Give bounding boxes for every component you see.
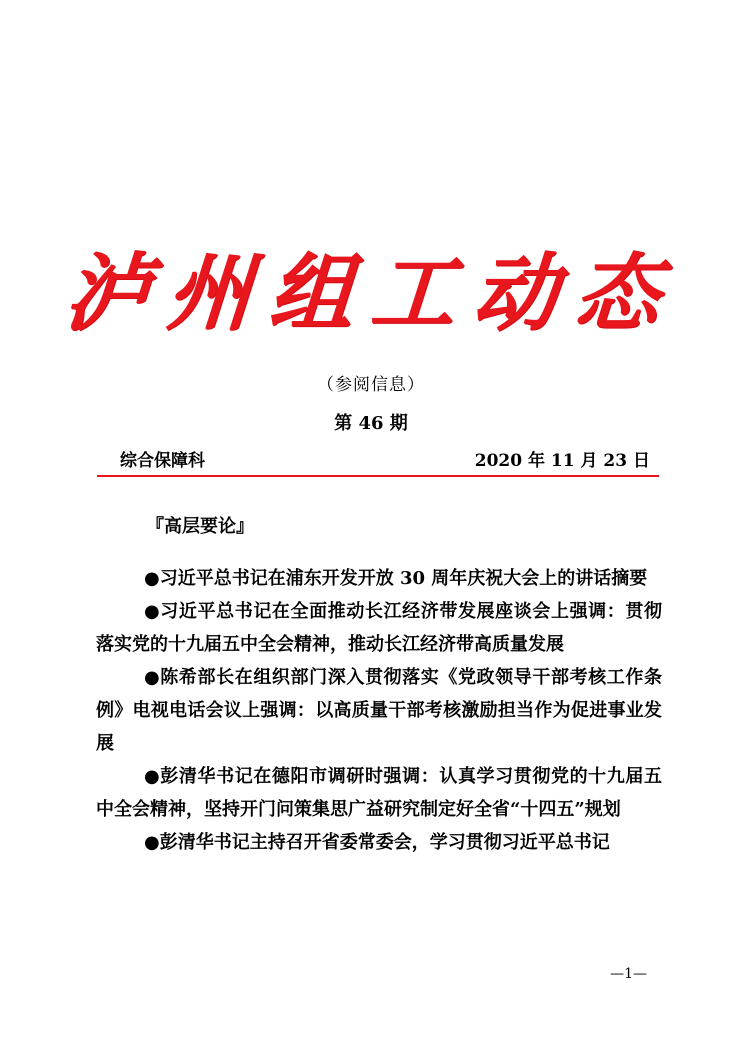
meta-row xyxy=(120,446,650,472)
issue-date: 2020 年 11 月 23 日 xyxy=(474,451,650,471)
list-item: ●彭清华书记主持召开省委常委会，学习贯彻习近平总书记 xyxy=(144,832,610,853)
section-title: 『高层要论』 xyxy=(146,516,254,537)
red-divider xyxy=(97,475,659,477)
department-label: 综合保障科 xyxy=(120,451,205,471)
list-item: ●习近平总书记在浦东开发开放 30 周年庆祝大会上的讲话摘要 xyxy=(144,568,648,589)
masthead-title: 泸州组工动态 xyxy=(61,243,681,342)
article-list xyxy=(96,562,662,859)
list-item: ●彭清华书记在德阳市调研时强调：认真学习贯彻党的十九届五中全会精神，坚持开门问策集思广益研究制定好全省“十四五”规划 xyxy=(96,766,662,820)
list-item: ●陈希部长在组织部门深入贯彻落实《党政领导干部考核工作条例》电视电话会议上强调：以高质量干部考核激励担当作为促进事业发展 xyxy=(96,667,662,754)
page-number: —1— xyxy=(610,966,647,982)
issue-number: 第 46 期 xyxy=(334,413,408,434)
list-item: ●习近平总书记在全面推动长江经济带发展座谈会上强调：贯彻落实党的十九届五中全会精神，推动长江经济带高质量发展 xyxy=(96,601,662,655)
subtitle: （参阅信息） xyxy=(317,375,425,395)
